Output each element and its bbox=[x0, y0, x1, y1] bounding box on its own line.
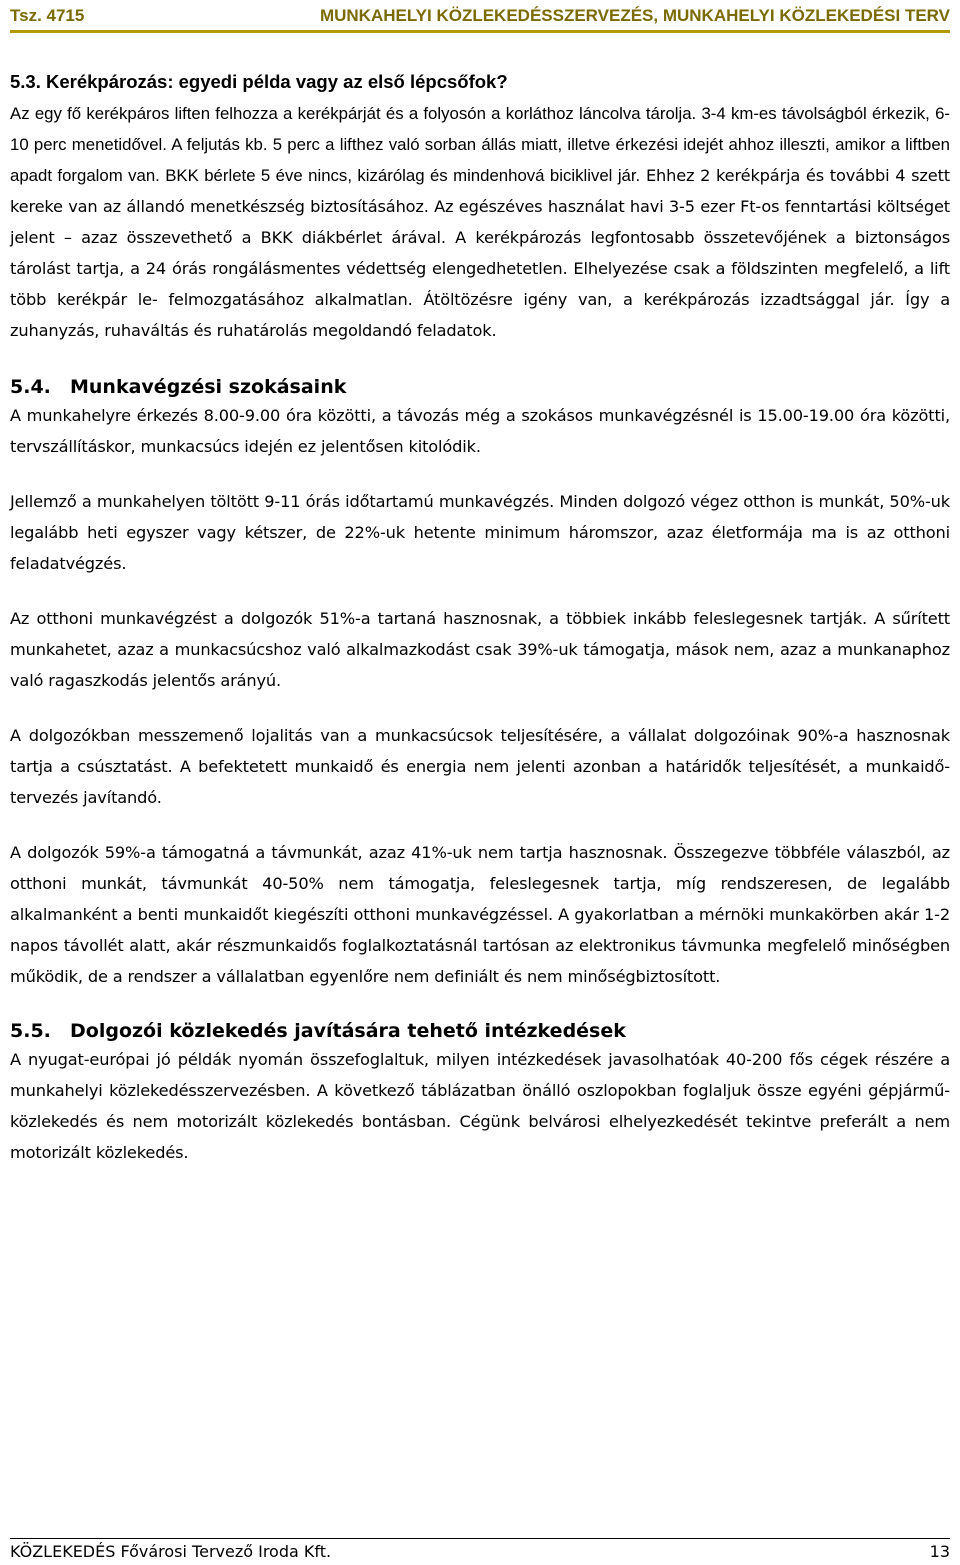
section-5-3-paragraph bbox=[10, 98, 950, 346]
section-5-4-heading bbox=[10, 374, 950, 400]
section-5-4-title: Munkavégzési szokásaink bbox=[70, 376, 347, 398]
header-rule bbox=[10, 30, 950, 33]
page-content bbox=[10, 70, 950, 1168]
section-5-5-number: 5.5. bbox=[10, 1020, 51, 1042]
section-5-3-heading: 5.3. Kerékpározás: egyedi példa vagy az első lépcsőfok? bbox=[10, 71, 508, 92]
section-5-4-number: 5.4. bbox=[10, 376, 51, 398]
page-footer bbox=[10, 1538, 950, 1565]
page-number: 13 bbox=[929, 1542, 950, 1561]
document-title: MUNKAHELYI KÖZLEKEDÉSSZERVEZÉS, MUNKAHELYI KÖZLEKEDÉSI TERV bbox=[319, 6, 950, 25]
footer-company: KÖZLEKEDÉS Fővárosi Tervező Iroda Kft. bbox=[10, 1542, 332, 1561]
section-5-4-paragraph-4: A dolgozókban messzemenő lojalitás van a munkacsúcsok teljesítésére, a vállalat dolgozóinak 90%-a hasznosnak tartja a csúsztatást. A befektetett munkaidő és energia nem jelenti azonban a határidők teljesítését, a munkaidő-tervezés javítandó. bbox=[10, 726, 950, 807]
section-5-5-title: Dolgozói közlekedés javítására tehető intézkedések bbox=[70, 1020, 626, 1042]
document-number: Tsz. 4715 bbox=[10, 6, 85, 25]
section-5-3-text-sans: Az egy fő kerékpáros liften felhozza a kerékpárját és a folyosón a korláthoz láncolva tárolja. 3-4 km-es távolságból érkezik, 6-10 perc menetidővel. A feljutás kb. 5 perc a lifthez való sorban állás miatt, illetve érkezési idejét ahhoz illeszti, amikor a liftben apadt forgalom van. BKK bérlete 5 éve nincs, kizárólag és mindenhová biciklivel jár. bbox=[10, 104, 950, 185]
section-5-3-text-body: Ehhez 2 kerékpárja és további 4 szett kereke van az állandó menetkészség biztosításához. Az egészéves használat havi 3-5 ezer Ft-os fenntartási költséget jelent – azaz összevethető a BKK diákbérlet árával. A kerékpározás legfontosabb összetevőjének a biztonságos tárolást tartja, a 24 órás rongálásmentes védettség elengedhetetlen. Elhelyezése csak a földszinten megfelelő, a lift több kerékpár le- felmozgatásához alkalmatlan. Átöltözésre igény van, a kerékpározás izzadtsággal jár. Így a zuhanyzás, ruhaváltás és ruhatárolás megoldandó feladatok. bbox=[10, 166, 950, 340]
section-5-4-paragraph-2: Jellemző a munkahelyen töltött 9-11 órás időtartamú munkavégzés. Minden dolgozó végez otthon is munkát, 50%-uk legalább heti egyszer vagy kétszer, de 22%-uk hetente minimum háromszor, azaz életformája ma is az otthoni feladatvégzés. bbox=[10, 492, 950, 573]
section-5-5-paragraph: A nyugat-európai jó példák nyomán összefoglaltuk, milyen intézkedések javasolhatóak 40-200 fős cégek részére a munkahelyi közlekedésszervezésben. A következő táblázatban önálló oszlopokban foglaljuk össze egyéni gépjármű-közlekedés és nem motorizált közlekedés bontásban. Cégünk belvárosi elhelyezkedését tekintve preferált a nem motorizált közlekedés. bbox=[10, 1050, 950, 1162]
footer-rule bbox=[10, 1538, 950, 1539]
section-5-4-paragraph-3: Az otthoni munkavégzést a dolgozók 51%-a tartaná hasznosnak, a többiek inkább feleslegesnek tartják. A sűrített munkahetet, azaz a munkacsúcshoz való alkalmazkodást csak 39%-uk támogatja, mások nem, azaz a munkanaphoz való ragaszkodás jelentős arányú. bbox=[10, 609, 950, 690]
section-5-4-paragraph-5: A dolgozók 59%-a támogatná a távmunkát, azaz 41%-uk nem tartja hasznosnak. Összegezve többféle válaszból, az otthoni munkát, távmunkát 40-50% nem támogatja, feleslegesnek tartja, míg rendszeresen, de legalább alkalmanként a benti munkaidőt kiegészíti otthoni munkavégzéssel. A gyakorlatban a mérnöki munkakörben akár 1-2 napos távollét alatt, akár részmunkaidős foglalkoztatásnál tartósan az elektronikus távmunka megfelelő minőségben működik, de a rendszer a vállalatban egyenlőre nem definiált és nem minőségbiztosított. bbox=[10, 843, 950, 986]
page-header bbox=[0, 0, 960, 34]
section-5-4-paragraph-1: A munkahelyre érkezés 8.00-9.00 óra közötti, a távozás még a szokásos munkavégzésnél is 15.00-19.00 óra közötti, tervszállításkor, munkacsúcs idején ez jelentősen kitolódik. bbox=[10, 406, 950, 456]
section-5-5-heading bbox=[10, 1018, 950, 1044]
